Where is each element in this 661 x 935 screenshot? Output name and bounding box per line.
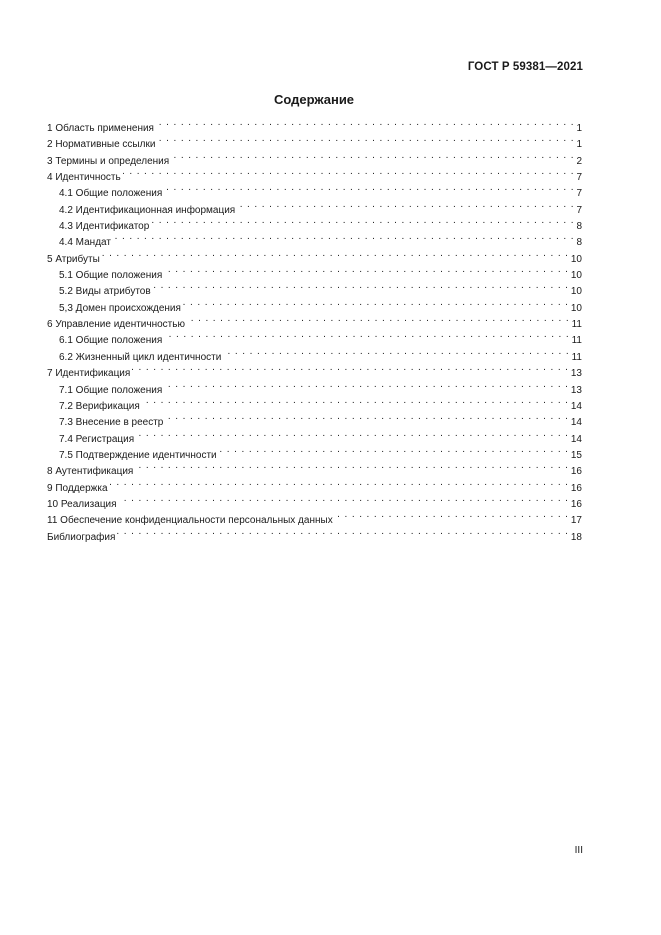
toc-leader-dots bbox=[113, 229, 574, 245]
toc-leader-dots bbox=[223, 344, 569, 360]
toc-entry-label: 5,3 Домен происхождения bbox=[59, 302, 181, 314]
toc-entry-label: 11 Обеспечение конфиденциальности персональных данных bbox=[47, 515, 333, 527]
toc-entry-label: 7.2 Верификация bbox=[59, 400, 140, 412]
toc-leader-dots bbox=[135, 458, 569, 474]
toc-leader-dots bbox=[123, 164, 575, 180]
toc-leader-dots bbox=[219, 442, 569, 458]
toc-entry-page: 7 bbox=[576, 172, 582, 184]
toc-entry-page: 18 bbox=[570, 531, 582, 543]
toc-entry-page: 1 bbox=[576, 139, 582, 151]
toc-entry-page: 16 bbox=[570, 482, 582, 494]
toc-entry-page: 16 bbox=[570, 498, 582, 510]
toc-entry-label: 4.2 Идентификационная информация bbox=[59, 204, 236, 216]
toc-entry-page: 10 bbox=[570, 302, 582, 314]
toc-entry-page: 8 bbox=[576, 237, 582, 249]
toc-leader-dots bbox=[136, 426, 569, 442]
toc-entry[interactable] bbox=[47, 491, 582, 510]
toc-subentry[interactable] bbox=[47, 262, 582, 282]
toc-leader-dots bbox=[117, 524, 568, 540]
toc-entry-label: 5 Атрибуты bbox=[47, 253, 100, 265]
toc-entry[interactable] bbox=[47, 507, 582, 527]
toc-leader-dots bbox=[165, 409, 569, 425]
toc-entry-label: 6 Управление идентичностью bbox=[47, 319, 185, 331]
document-code: ГОСТ Р 59381—2021 bbox=[467, 61, 583, 73]
toc-leader-dots bbox=[110, 475, 569, 491]
toc-entry-page: 8 bbox=[576, 221, 582, 233]
toc-entry-page: 14 bbox=[570, 417, 582, 429]
toc-leader-dots bbox=[119, 491, 569, 507]
page-number: III bbox=[574, 845, 583, 856]
toc-leader-dots bbox=[164, 180, 574, 196]
toc-entry-page: 11 bbox=[571, 351, 582, 363]
toc-entry-label: 9 Поддержка bbox=[47, 482, 108, 494]
toc-entry-label: 1 Область применения bbox=[47, 123, 154, 134]
toc-entry-label: 6.2 Жизненный цикл идентичности bbox=[59, 351, 222, 363]
toc-leader-dots bbox=[151, 213, 574, 229]
toc-leader-dots bbox=[153, 278, 569, 294]
toc-entry-label: 7.3 Внесение в реестр bbox=[59, 417, 164, 429]
toc-leader-dots bbox=[335, 507, 569, 523]
toc-leader-dots bbox=[142, 393, 569, 409]
toc-entry-page: 14 bbox=[570, 400, 582, 412]
toc-leader-dots bbox=[102, 246, 569, 262]
toc-entry-page: 15 bbox=[570, 449, 582, 461]
toc-entry-label: 4 Идентичность bbox=[47, 172, 121, 184]
toc-entry-label: 5.1 Общие положения bbox=[59, 270, 163, 282]
toc-entry-label: 5.2 Виды атрибутов bbox=[59, 286, 151, 298]
toc-leader-dots bbox=[157, 131, 574, 147]
toc-entry-label: 7.1 Общие положения bbox=[59, 384, 163, 396]
toc-subentry[interactable] bbox=[47, 180, 582, 200]
toc-entry[interactable] bbox=[47, 115, 582, 134]
toc-entry-label: 10 Реализация bbox=[47, 498, 117, 510]
toc-entry-page: 16 bbox=[570, 466, 582, 478]
toc-entry[interactable] bbox=[47, 524, 582, 543]
toc-entry-page: 2 bbox=[576, 155, 582, 167]
toc-entry-page: 10 bbox=[570, 286, 582, 298]
toc-entry-label: Библиография bbox=[47, 531, 116, 543]
toc-entry-page: 13 bbox=[570, 368, 582, 380]
toc-entry-page: 10 bbox=[570, 253, 582, 265]
toc-entry-page: 17 bbox=[570, 515, 582, 527]
toc-leader-dots bbox=[132, 360, 569, 376]
toc-leader-dots bbox=[171, 148, 574, 164]
toc-entry-label: 7 Идентификация bbox=[47, 368, 131, 380]
toc-entry-label: 2 Нормативные ссылки bbox=[47, 139, 156, 151]
toc-entry-page: 10 bbox=[570, 270, 582, 282]
toc-entry[interactable] bbox=[47, 246, 582, 265]
table-of-contents bbox=[47, 115, 582, 543]
toc-entry-page: 7 bbox=[576, 204, 582, 216]
toc-leader-dots bbox=[187, 311, 570, 327]
toc-entry-page: 7 bbox=[576, 188, 582, 200]
toc-entry-label: 7.4 Регистрация bbox=[59, 433, 135, 445]
toc-entry-page: 13 bbox=[570, 384, 582, 396]
toc-title: Содержание bbox=[273, 92, 355, 107]
toc-entry-page: 1 bbox=[576, 123, 582, 134]
toc-leader-dots bbox=[237, 197, 574, 213]
toc-entry[interactable] bbox=[47, 164, 582, 184]
toc-leader-dots bbox=[164, 327, 569, 343]
toc-entry-page: 11 bbox=[571, 335, 582, 347]
toc-leader-dots bbox=[164, 377, 569, 393]
toc-entry-label: 4.1 Общие положения bbox=[59, 188, 163, 200]
toc-entry-label: 7.5 Подтверждение идентичности bbox=[59, 449, 217, 461]
toc-leader-dots bbox=[183, 295, 569, 311]
toc-leader-dots bbox=[164, 262, 569, 278]
toc-subentry[interactable] bbox=[47, 229, 582, 249]
toc-entry-label: 6.1 Общие положения bbox=[59, 335, 163, 347]
toc-leader-dots bbox=[156, 115, 574, 131]
toc-entry-label: 4.3 Идентификатор bbox=[59, 221, 150, 233]
toc-entry-label: 8 Аутентификация bbox=[47, 466, 134, 478]
toc-entry[interactable] bbox=[47, 475, 582, 494]
toc-entry-label: 3 Термины и определения bbox=[47, 155, 170, 167]
toc-entry-page: 11 bbox=[571, 319, 582, 331]
toc-entry-label: 4.4 Мандат bbox=[59, 237, 111, 249]
toc-entry-page: 14 bbox=[570, 433, 582, 445]
